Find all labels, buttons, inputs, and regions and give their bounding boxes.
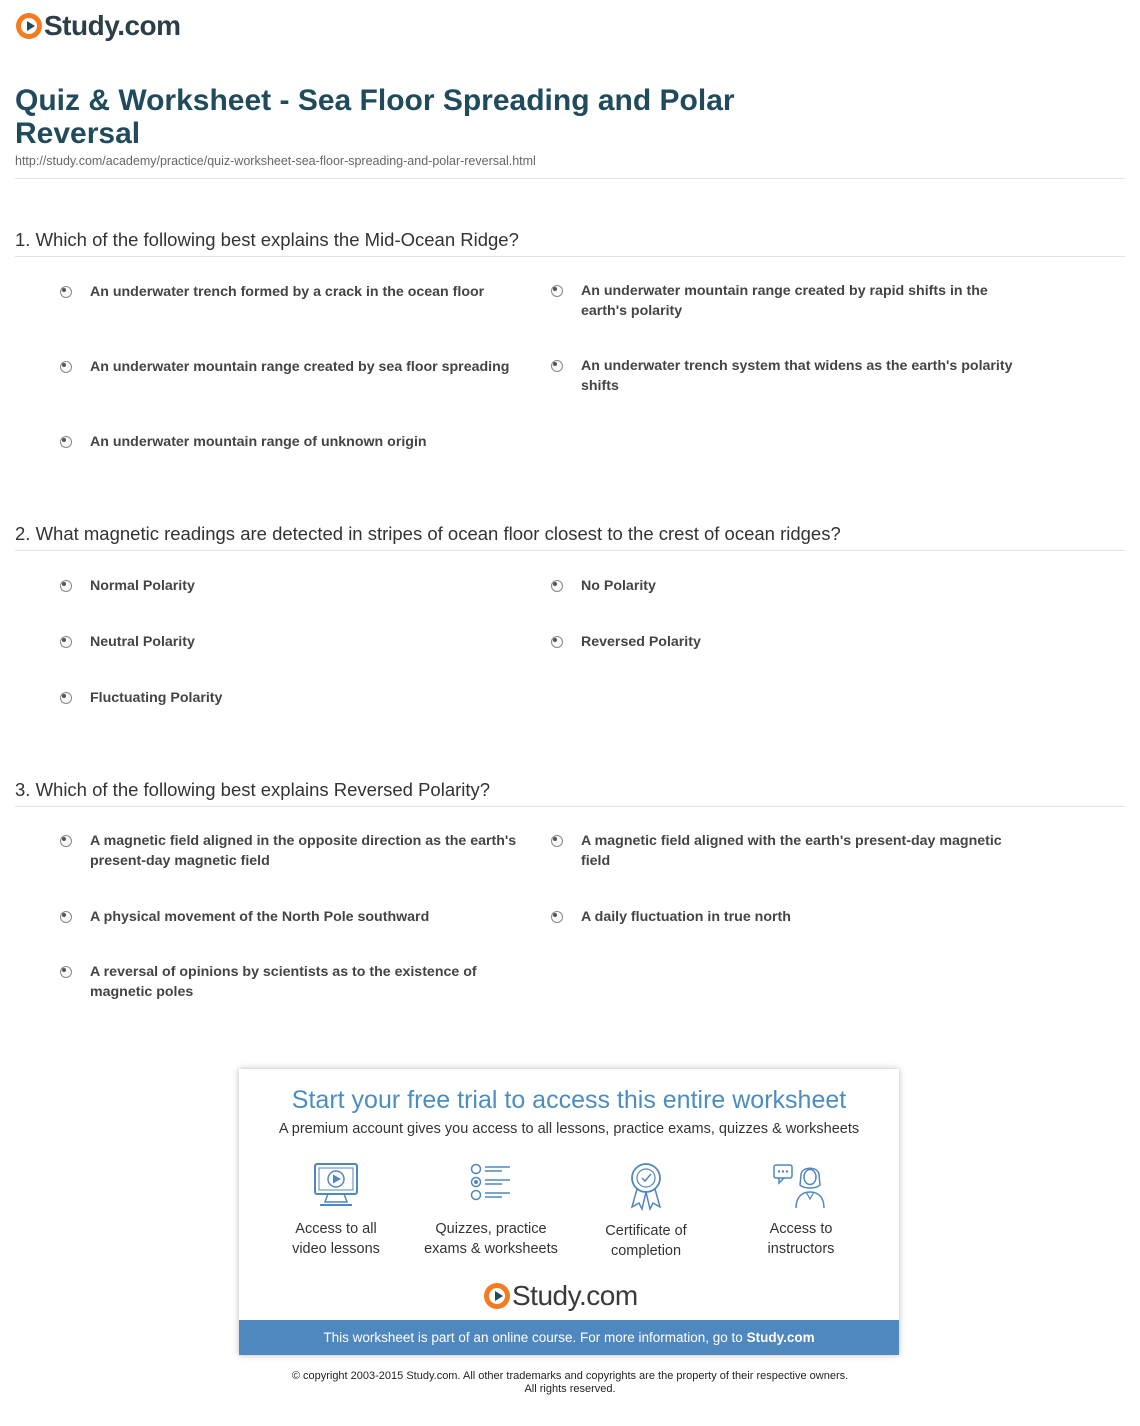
feature-video-lessons bbox=[266, 1161, 406, 1259]
question-divider bbox=[15, 806, 1125, 807]
answer-option[interactable] bbox=[88, 962, 538, 1002]
promo-title[interactable]: Start your free trial to access this entire worksheet bbox=[291, 1086, 847, 1114]
feature-quizzes bbox=[421, 1161, 561, 1259]
copyright bbox=[0, 1370, 1140, 1396]
header-divider bbox=[15, 178, 1125, 179]
question-divider bbox=[15, 256, 1125, 257]
answer-label: Fluctuating Polarity bbox=[90, 690, 223, 706]
radio-button[interactable] bbox=[60, 436, 72, 448]
answer-option[interactable] bbox=[579, 356, 1029, 396]
answer-label: Reversed Polarity bbox=[581, 634, 701, 650]
logo-text: Study.com bbox=[44, 10, 181, 41]
copyright-line: All rights reserved. bbox=[524, 1383, 616, 1395]
answer-label: An underwater mountain range created by sea floor spreading bbox=[90, 359, 510, 375]
answer-option[interactable] bbox=[88, 831, 538, 871]
answer-label: Normal Polarity bbox=[90, 578, 195, 594]
radio-button[interactable] bbox=[60, 966, 72, 978]
radio-button[interactable] bbox=[60, 911, 72, 923]
radio-button[interactable] bbox=[551, 911, 563, 923]
answer-label: A reversal of opinions by scientists as to the existence of magnetic poles bbox=[90, 964, 477, 1000]
answer-option[interactable] bbox=[579, 831, 1029, 871]
answer-option[interactable] bbox=[88, 576, 538, 596]
answer-label: An underwater mountain range of unknown origin bbox=[90, 434, 427, 450]
banner-text: This worksheet is part of an online course. For more information, go to bbox=[323, 1330, 743, 1345]
question-3: 3. Which of the following best explains Reversed Polarity? bbox=[15, 779, 491, 800]
feature-instructors bbox=[731, 1161, 871, 1259]
answer-option[interactable] bbox=[579, 576, 1029, 596]
feature-label: Access to instructors bbox=[767, 1221, 835, 1257]
logo-text: Study.com bbox=[512, 1280, 638, 1311]
study-logo-icon bbox=[16, 13, 42, 39]
radio-button[interactable] bbox=[60, 361, 72, 373]
answer-option[interactable] bbox=[88, 357, 538, 377]
answer-option[interactable] bbox=[579, 281, 1029, 321]
answer-label: An underwater trench formed by a crack in the ocean floor bbox=[90, 284, 485, 300]
feature-certificate bbox=[576, 1161, 716, 1261]
page-url[interactable]: http://study.com/academy/practice/quiz-worksheet-sea-floor-spreading-and-polar-reversal.html bbox=[15, 154, 536, 168]
promo-subtitle: A premium account gives you access to all lessons, practice exams, quizzes & worksheets bbox=[278, 1121, 860, 1137]
answer-label: A magnetic field aligned in the opposite direction as the earth's present-day magnetic field bbox=[90, 833, 517, 869]
instructor-icon bbox=[771, 1161, 831, 1209]
answer-label: A daily fluctuation in true north bbox=[581, 909, 791, 925]
question-divider bbox=[15, 550, 1125, 551]
radio-button[interactable] bbox=[60, 580, 72, 592]
answer-label: An underwater mountain range created by rapid shifts in the earth's polarity bbox=[581, 283, 988, 319]
answer-option[interactable] bbox=[579, 907, 1029, 927]
question-1: 1. Which of the following best explains the Mid-Ocean Ridge? bbox=[15, 229, 519, 250]
answer-label: A physical movement of the North Pole southward bbox=[90, 909, 430, 925]
feature-label: Access to all video lessons bbox=[292, 1221, 380, 1257]
answer-option[interactable] bbox=[88, 688, 538, 708]
answer-label: An underwater trench system that widens as the earth's polarity shifts bbox=[581, 358, 1013, 394]
radio-button[interactable] bbox=[60, 835, 72, 847]
answer-option[interactable] bbox=[88, 632, 538, 652]
answer-label: No Polarity bbox=[581, 578, 656, 594]
answer-option[interactable] bbox=[88, 432, 538, 452]
answer-option[interactable] bbox=[579, 632, 1029, 652]
feature-label: Certificate of completion bbox=[605, 1223, 687, 1259]
radio-button[interactable] bbox=[60, 692, 72, 704]
feature-label: Quizzes, practice exams & worksheets bbox=[424, 1221, 558, 1257]
question-2: 2. What magnetic readings are detected in stripes of ocean floor closest to the crest of ocean ridges? bbox=[15, 523, 841, 544]
certificate-icon bbox=[621, 1161, 671, 1211]
study-logo[interactable] bbox=[16, 10, 181, 42]
answer-label: Neutral Polarity bbox=[90, 634, 195, 650]
page-title: Quiz & Worksheet - Sea Floor Spreading and Polar Reversal bbox=[15, 84, 735, 150]
radio-button[interactable] bbox=[551, 285, 563, 297]
video-lesson-icon bbox=[311, 1161, 361, 1209]
banner-link[interactable]: Study.com bbox=[746, 1330, 815, 1345]
radio-button[interactable] bbox=[551, 636, 563, 648]
promo-study-logo[interactable] bbox=[484, 1281, 638, 1311]
answer-option[interactable] bbox=[88, 907, 538, 927]
free-trial-promo bbox=[239, 1069, 899, 1355]
answer-option[interactable] bbox=[88, 282, 538, 302]
radio-button[interactable] bbox=[551, 360, 563, 372]
radio-button[interactable] bbox=[551, 835, 563, 847]
radio-button[interactable] bbox=[60, 636, 72, 648]
study-logo-icon bbox=[484, 1283, 510, 1309]
answer-label: A magnetic field aligned with the earth's present-day magnetic field bbox=[581, 833, 1002, 869]
copyright-line: © copyright 2003-2015 Study.com. All other trademarks and copyrights are the property of their respective owners. bbox=[291, 1370, 849, 1382]
radio-button[interactable] bbox=[60, 286, 72, 298]
radio-button[interactable] bbox=[551, 580, 563, 592]
course-info-banner bbox=[239, 1320, 899, 1355]
quiz-list-icon bbox=[466, 1161, 516, 1209]
